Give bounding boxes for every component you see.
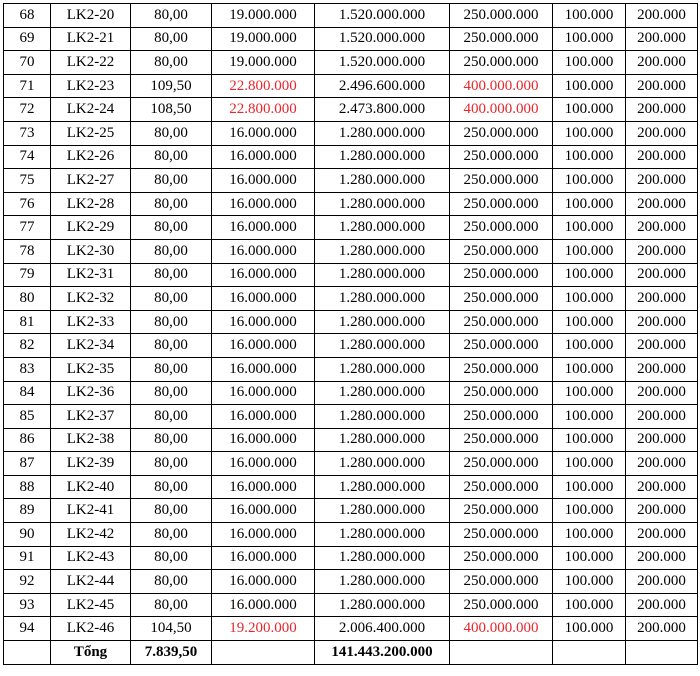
fee1-cell: 100.000: [553, 263, 626, 287]
stt-cell: 74: [4, 145, 51, 169]
fee2-cell: 200.000: [626, 593, 698, 617]
deposit-cell: 250.000.000: [450, 405, 553, 429]
stt-cell: 77: [4, 216, 51, 240]
table-row: [4, 334, 698, 358]
lot-code-cell: LK2-37: [51, 405, 131, 429]
total-value-cell: 1.280.000.000: [315, 452, 450, 476]
area-cell: 80,00: [131, 523, 212, 547]
lot-code-cell: LK2-35: [51, 357, 131, 381]
total-row-unit-price-cell: [212, 641, 315, 665]
fee1-cell: 100.000: [553, 4, 626, 28]
area-cell: 80,00: [131, 216, 212, 240]
fee2-cell: 200.000: [626, 263, 698, 287]
lot-code-cell: LK2-36: [51, 381, 131, 405]
deposit-cell: 250.000.000: [450, 593, 553, 617]
fee1-cell: 100.000: [553, 475, 626, 499]
fee1-cell: 100.000: [553, 27, 626, 51]
table-row: [4, 428, 698, 452]
fee2-cell: 200.000: [626, 310, 698, 334]
area-cell: 80,00: [131, 263, 212, 287]
lot-code-cell: LK2-44: [51, 570, 131, 594]
fee1-cell: 100.000: [553, 287, 626, 311]
table-row: [4, 121, 698, 145]
unit-price-cell: 16.000.000: [212, 405, 315, 429]
stt-cell: 70: [4, 51, 51, 75]
total-amount: 141.443.200.000: [315, 641, 450, 665]
stt-cell: 91: [4, 546, 51, 570]
table-row: [4, 169, 698, 193]
lot-code-cell: LK2-26: [51, 145, 131, 169]
fee1-cell: 100.000: [553, 334, 626, 358]
deposit-cell: 250.000.000: [450, 4, 553, 28]
area-cell: 80,00: [131, 570, 212, 594]
deposit-cell: 400.000.000: [450, 98, 553, 122]
fee1-cell: 100.000: [553, 523, 626, 547]
area-cell: 80,00: [131, 169, 212, 193]
table-row: [4, 452, 698, 476]
fee1-cell: 100.000: [553, 357, 626, 381]
fee1-cell: 100.000: [553, 452, 626, 476]
lot-code-cell: LK2-30: [51, 239, 131, 263]
deposit-cell: 400.000.000: [450, 617, 553, 641]
area-cell: 80,00: [131, 192, 212, 216]
total-value-cell: 2.006.400.000: [315, 617, 450, 641]
stt-cell: 81: [4, 310, 51, 334]
total-area: 7.839,50: [131, 641, 212, 665]
fee2-cell: 200.000: [626, 74, 698, 98]
lot-code-cell: LK2-34: [51, 334, 131, 358]
table-row: [4, 593, 698, 617]
lot-code-cell: LK2-28: [51, 192, 131, 216]
fee1-cell: 100.000: [553, 405, 626, 429]
lot-code-cell: LK2-31: [51, 263, 131, 287]
unit-price-cell: 16.000.000: [212, 263, 315, 287]
total-value-cell: 1.280.000.000: [315, 475, 450, 499]
fee1-cell: 100.000: [553, 239, 626, 263]
fee1-cell: 100.000: [553, 216, 626, 240]
area-cell: 80,00: [131, 499, 212, 523]
unit-price-cell: 16.000.000: [212, 310, 315, 334]
deposit-cell: 250.000.000: [450, 546, 553, 570]
table-body: [4, 4, 698, 665]
fee1-cell: 100.000: [553, 192, 626, 216]
deposit-cell: 250.000.000: [450, 263, 553, 287]
table-row: [4, 405, 698, 429]
deposit-cell: 250.000.000: [450, 428, 553, 452]
stt-cell: 75: [4, 169, 51, 193]
deposit-cell: 250.000.000: [450, 239, 553, 263]
fee2-cell: 200.000: [626, 546, 698, 570]
deposit-cell: 250.000.000: [450, 381, 553, 405]
unit-price-cell: 16.000.000: [212, 546, 315, 570]
area-cell: 80,00: [131, 405, 212, 429]
unit-price-cell: 22.800.000: [212, 74, 315, 98]
lot-code-cell: LK2-38: [51, 428, 131, 452]
total-row-fee1-cell: [553, 641, 626, 665]
stt-cell: 76: [4, 192, 51, 216]
fee2-cell: 200.000: [626, 121, 698, 145]
deposit-cell: 250.000.000: [450, 523, 553, 547]
lot-code-cell: LK2-40: [51, 475, 131, 499]
fee1-cell: 100.000: [553, 310, 626, 334]
total-value-cell: 1.520.000.000: [315, 51, 450, 75]
area-cell: 80,00: [131, 51, 212, 75]
unit-price-cell: 16.000.000: [212, 593, 315, 617]
deposit-cell: 250.000.000: [450, 51, 553, 75]
area-cell: 80,00: [131, 27, 212, 51]
deposit-cell: 250.000.000: [450, 475, 553, 499]
unit-price-cell: 16.000.000: [212, 192, 315, 216]
deposit-cell: 400.000.000: [450, 74, 553, 98]
stt-cell: 78: [4, 239, 51, 263]
unit-price-cell: 16.000.000: [212, 428, 315, 452]
unit-price-cell: 16.000.000: [212, 239, 315, 263]
area-cell: 109,50: [131, 74, 212, 98]
deposit-cell: 250.000.000: [450, 27, 553, 51]
total-value-cell: 1.280.000.000: [315, 334, 450, 358]
deposit-cell: 250.000.000: [450, 570, 553, 594]
total-value-cell: 1.280.000.000: [315, 499, 450, 523]
stt-cell: 68: [4, 4, 51, 28]
lot-code-cell: LK2-29: [51, 216, 131, 240]
deposit-cell: 250.000.000: [450, 452, 553, 476]
fee1-cell: 100.000: [553, 593, 626, 617]
lot-code-cell: LK2-23: [51, 74, 131, 98]
total-value-cell: 1.280.000.000: [315, 121, 450, 145]
total-value-cell: 1.280.000.000: [315, 523, 450, 547]
fee2-cell: 200.000: [626, 287, 698, 311]
fee2-cell: 200.000: [626, 570, 698, 594]
stt-cell: 86: [4, 428, 51, 452]
stt-cell: 89: [4, 499, 51, 523]
table-row: [4, 27, 698, 51]
fee2-cell: 200.000: [626, 27, 698, 51]
total-value-cell: 1.520.000.000: [315, 4, 450, 28]
unit-price-cell: 16.000.000: [212, 570, 315, 594]
table-row: [4, 617, 698, 641]
total-value-cell: 1.520.000.000: [315, 27, 450, 51]
area-cell: 80,00: [131, 546, 212, 570]
unit-price-cell: 19.000.000: [212, 51, 315, 75]
table-row: [4, 145, 698, 169]
table-row: [4, 381, 698, 405]
fee2-cell: 200.000: [626, 4, 698, 28]
fee1-cell: 100.000: [553, 145, 626, 169]
fee2-cell: 200.000: [626, 428, 698, 452]
fee2-cell: 200.000: [626, 357, 698, 381]
fee2-cell: 200.000: [626, 499, 698, 523]
total-value-cell: 2.496.600.000: [315, 74, 450, 98]
stt-cell: 88: [4, 475, 51, 499]
stt-cell: 84: [4, 381, 51, 405]
total-value-cell: 1.280.000.000: [315, 239, 450, 263]
unit-price-cell: 16.000.000: [212, 381, 315, 405]
fee1-cell: 100.000: [553, 499, 626, 523]
lot-code-cell: LK2-27: [51, 169, 131, 193]
fee1-cell: 100.000: [553, 617, 626, 641]
area-cell: 104,50: [131, 617, 212, 641]
fee2-cell: 200.000: [626, 192, 698, 216]
stt-cell: 73: [4, 121, 51, 145]
lot-code-cell: LK2-39: [51, 452, 131, 476]
area-cell: 80,00: [131, 452, 212, 476]
lot-code-cell: LK2-42: [51, 523, 131, 547]
area-cell: 80,00: [131, 593, 212, 617]
deposit-cell: 250.000.000: [450, 357, 553, 381]
total-row-fee2-cell: [626, 641, 698, 665]
deposit-cell: 250.000.000: [450, 334, 553, 358]
table-row: [4, 239, 698, 263]
table-row: [4, 74, 698, 98]
unit-price-cell: 19.000.000: [212, 27, 315, 51]
unit-price-cell: 19.200.000: [212, 617, 315, 641]
unit-price-cell: 19.000.000: [212, 4, 315, 28]
fee1-cell: 100.000: [553, 570, 626, 594]
fee2-cell: 200.000: [626, 452, 698, 476]
total-value-cell: 2.473.800.000: [315, 98, 450, 122]
total-value-cell: 1.280.000.000: [315, 428, 450, 452]
total-value-cell: 1.280.000.000: [315, 310, 450, 334]
table-row: [4, 287, 698, 311]
fee2-cell: 200.000: [626, 381, 698, 405]
area-cell: 80,00: [131, 334, 212, 358]
area-cell: 80,00: [131, 145, 212, 169]
fee2-cell: 200.000: [626, 169, 698, 193]
fee1-cell: 100.000: [553, 74, 626, 98]
table-row: [4, 192, 698, 216]
stt-cell: 87: [4, 452, 51, 476]
table-row: [4, 499, 698, 523]
unit-price-cell: 16.000.000: [212, 169, 315, 193]
lot-code-cell: LK2-45: [51, 593, 131, 617]
table-row: [4, 546, 698, 570]
stt-cell: 85: [4, 405, 51, 429]
unit-price-cell: 16.000.000: [212, 452, 315, 476]
stt-cell: 72: [4, 98, 51, 122]
table-row: [4, 216, 698, 240]
total-label: Tổng: [51, 641, 131, 665]
unit-price-cell: 16.000.000: [212, 499, 315, 523]
lot-code-cell: LK2-41: [51, 499, 131, 523]
total-value-cell: 1.280.000.000: [315, 263, 450, 287]
fee1-cell: 100.000: [553, 428, 626, 452]
total-value-cell: 1.280.000.000: [315, 287, 450, 311]
stt-cell: 83: [4, 357, 51, 381]
fee2-cell: 200.000: [626, 239, 698, 263]
stt-cell: 92: [4, 570, 51, 594]
total-value-cell: 1.280.000.000: [315, 570, 450, 594]
fee1-cell: 100.000: [553, 121, 626, 145]
area-cell: 80,00: [131, 381, 212, 405]
stt-cell: 71: [4, 74, 51, 98]
stt-cell: 90: [4, 523, 51, 547]
total-value-cell: 1.280.000.000: [315, 593, 450, 617]
unit-price-cell: 22.800.000: [212, 98, 315, 122]
total-row-stt-cell: [4, 641, 51, 665]
deposit-cell: 250.000.000: [450, 499, 553, 523]
fee1-cell: 100.000: [553, 98, 626, 122]
stt-cell: 82: [4, 334, 51, 358]
table-row: [4, 357, 698, 381]
stt-cell: 94: [4, 617, 51, 641]
total-value-cell: 1.280.000.000: [315, 169, 450, 193]
lot-code-cell: LK2-22: [51, 51, 131, 75]
unit-price-cell: 16.000.000: [212, 334, 315, 358]
table-row: [4, 98, 698, 122]
lot-code-cell: LK2-33: [51, 310, 131, 334]
deposit-cell: 250.000.000: [450, 192, 553, 216]
fee2-cell: 200.000: [626, 334, 698, 358]
fee2-cell: 200.000: [626, 475, 698, 499]
lot-code-cell: LK2-24: [51, 98, 131, 122]
unit-price-cell: 16.000.000: [212, 287, 315, 311]
total-value-cell: 1.280.000.000: [315, 405, 450, 429]
total-value-cell: 1.280.000.000: [315, 216, 450, 240]
deposit-cell: 250.000.000: [450, 310, 553, 334]
lot-code-cell: LK2-43: [51, 546, 131, 570]
unit-price-cell: 16.000.000: [212, 357, 315, 381]
table-row: [4, 475, 698, 499]
table-row: [4, 4, 698, 28]
fee1-cell: 100.000: [553, 51, 626, 75]
area-cell: 80,00: [131, 239, 212, 263]
lot-code-cell: LK2-46: [51, 617, 131, 641]
deposit-cell: 250.000.000: [450, 287, 553, 311]
total-value-cell: 1.280.000.000: [315, 357, 450, 381]
unit-price-cell: 16.000.000: [212, 145, 315, 169]
stt-cell: 80: [4, 287, 51, 311]
fee2-cell: 200.000: [626, 405, 698, 429]
area-cell: 80,00: [131, 310, 212, 334]
table-row: [4, 523, 698, 547]
area-cell: 108,50: [131, 98, 212, 122]
lot-code-cell: LK2-25: [51, 121, 131, 145]
stt-cell: 79: [4, 263, 51, 287]
stt-cell: 93: [4, 593, 51, 617]
fee1-cell: 100.000: [553, 169, 626, 193]
area-cell: 80,00: [131, 428, 212, 452]
price-table: [3, 3, 698, 665]
lot-code-cell: LK2-21: [51, 27, 131, 51]
unit-price-cell: 16.000.000: [212, 216, 315, 240]
total-row: [4, 641, 698, 665]
fee2-cell: 200.000: [626, 145, 698, 169]
table-row: [4, 570, 698, 594]
total-value-cell: 1.280.000.000: [315, 192, 450, 216]
deposit-cell: 250.000.000: [450, 216, 553, 240]
area-cell: 80,00: [131, 475, 212, 499]
area-cell: 80,00: [131, 121, 212, 145]
stt-cell: 69: [4, 27, 51, 51]
unit-price-cell: 16.000.000: [212, 121, 315, 145]
lot-code-cell: LK2-20: [51, 4, 131, 28]
area-cell: 80,00: [131, 4, 212, 28]
fee2-cell: 200.000: [626, 617, 698, 641]
total-value-cell: 1.280.000.000: [315, 546, 450, 570]
fee1-cell: 100.000: [553, 546, 626, 570]
deposit-cell: 250.000.000: [450, 145, 553, 169]
area-cell: 80,00: [131, 357, 212, 381]
unit-price-cell: 16.000.000: [212, 523, 315, 547]
fee2-cell: 200.000: [626, 216, 698, 240]
table-row: [4, 51, 698, 75]
table-row: [4, 263, 698, 287]
deposit-cell: 250.000.000: [450, 121, 553, 145]
fee1-cell: 100.000: [553, 381, 626, 405]
total-row-deposit-cell: [450, 641, 553, 665]
deposit-cell: 250.000.000: [450, 169, 553, 193]
fee2-cell: 200.000: [626, 98, 698, 122]
total-value-cell: 1.280.000.000: [315, 381, 450, 405]
table-row: [4, 310, 698, 334]
lot-code-cell: LK2-32: [51, 287, 131, 311]
fee2-cell: 200.000: [626, 523, 698, 547]
area-cell: 80,00: [131, 287, 212, 311]
total-value-cell: 1.280.000.000: [315, 145, 450, 169]
fee2-cell: 200.000: [626, 51, 698, 75]
unit-price-cell: 16.000.000: [212, 475, 315, 499]
